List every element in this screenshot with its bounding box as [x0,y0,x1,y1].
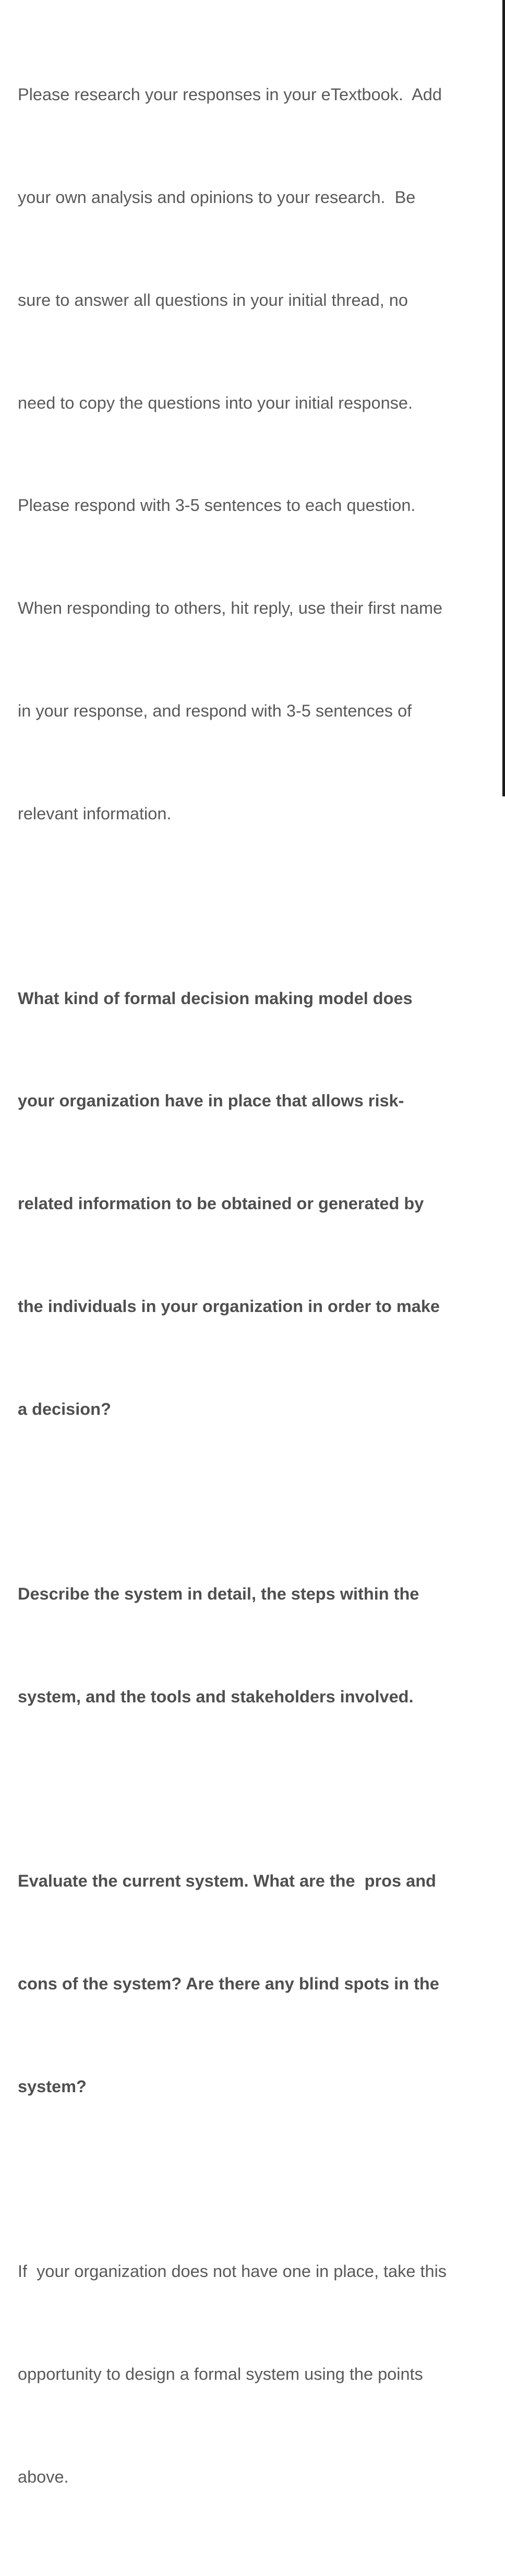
question-line: system? [18,2077,87,2096]
question-line: What kind of formal decision making model does [18,988,413,1008]
question-line: Describe the system in detail, the steps within the [18,1584,419,1603]
instructions-line: need to copy the questions into your initial response. [18,393,413,412]
question-line: related information to be obtained or generated by [18,1194,424,1213]
instructions-line: relevant information. [18,804,172,823]
instructions-line: Please respond with 3-5 sentences to each question. [18,496,416,515]
instructions-line: sure to answer all questions in your initial thread, no [18,290,408,309]
question-describe-system [18,1509,498,1783]
question-decision-model [18,913,498,1495]
instructions-line: Please research your responses in your eTextbook. Add [18,85,442,104]
closing-line: If your organization does not have one in place, take this [18,2262,447,2281]
question-line: your organization have in place that allows risk- [18,1091,404,1111]
discussion-prompt [18,9,498,2576]
question-line: a decision? [18,1399,111,1418]
instructions-paragraph [18,9,498,899]
question-line: the individuals in your organization in order to make [18,1296,440,1316]
instructions-line: in your response, and respond with 3-5 sentences of [18,701,412,720]
closing-paragraph [18,2186,498,2563]
question-evaluate-system [18,1796,498,2173]
closing-line: above. [18,2467,69,2486]
scrollbar[interactable] [502,0,505,796]
question-line: Evaluate the current system. What are the pros and [18,1871,436,1891]
question-line: cons of the system? Are there any blind spots in the [18,1974,439,1994]
instructions-line: your own analysis and opinions to your research. Be [18,187,416,207]
question-line: system, and the tools and stakeholders involved. [18,1687,414,1706]
closing-line: opportunity to design a formal system using the points [18,2364,423,2383]
instructions-line: When responding to others, hit reply, use their first name [18,599,443,618]
